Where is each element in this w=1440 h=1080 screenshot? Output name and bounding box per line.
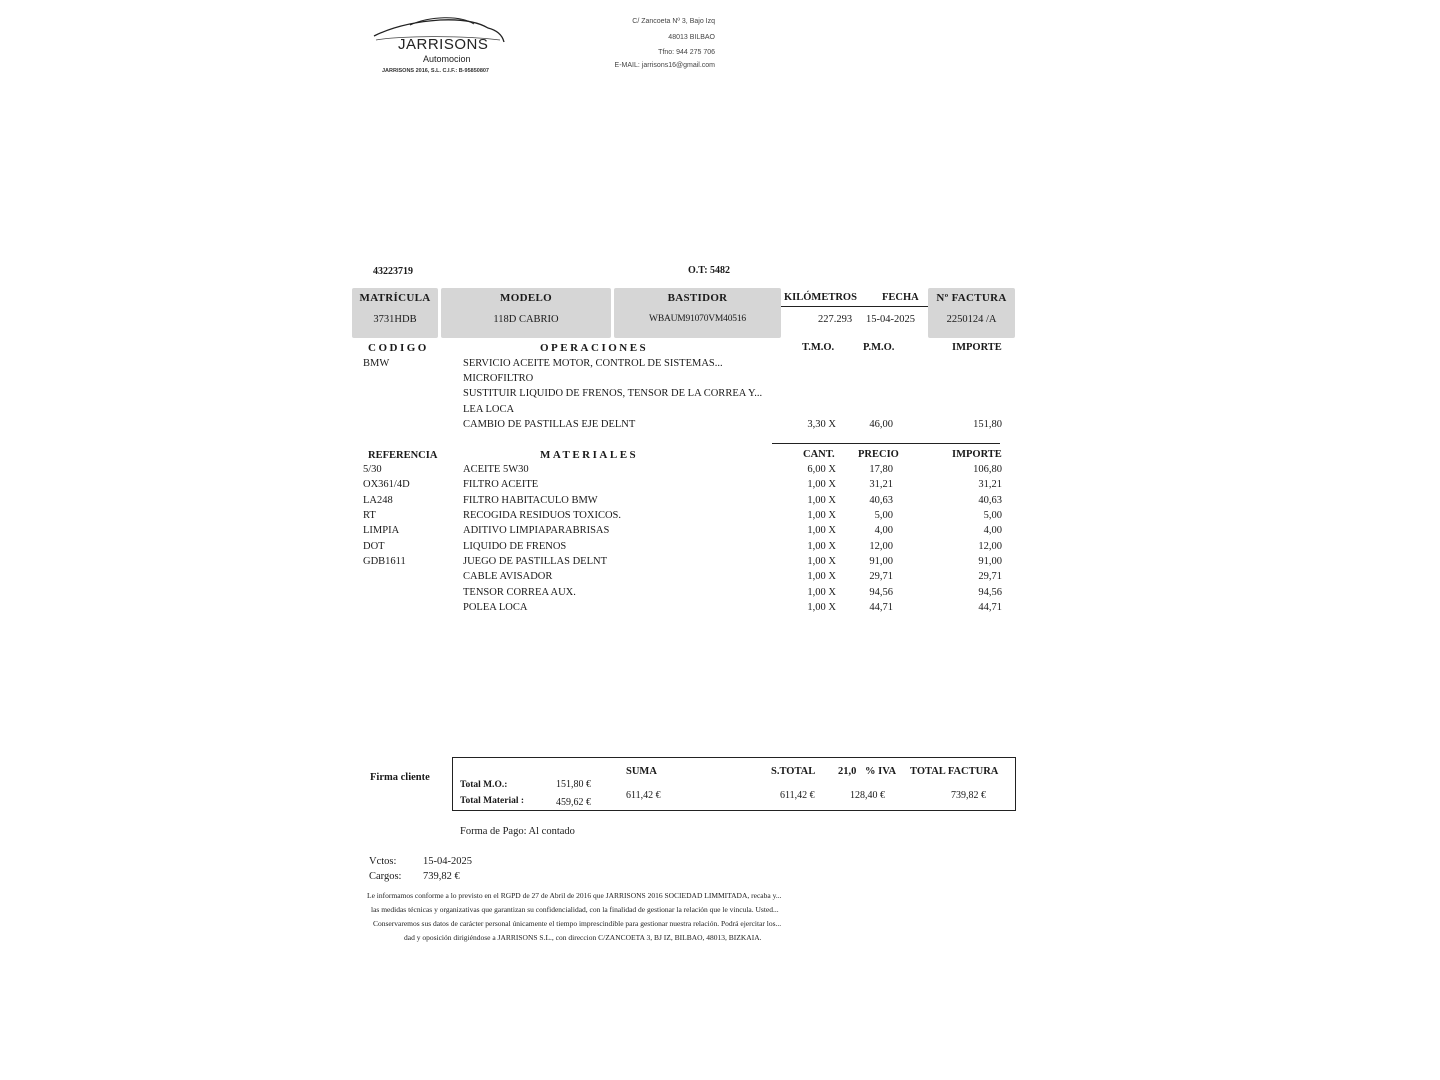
label-referencia: REFERENCIA [368, 450, 438, 461]
material-cant: 1,00 X [807, 525, 836, 537]
label-modelo: MODELO [500, 292, 552, 304]
operation-line: LEA LOCA [463, 404, 515, 415]
material-importe: 29,71 [978, 571, 1002, 583]
label-cant: CANT. [803, 449, 835, 460]
material-precio: 91,00 [869, 556, 893, 568]
material-desc: TENSOR CORREA AUX. [463, 586, 576, 598]
company-name: JARRISONS [398, 36, 489, 53]
label-matricula: MATRÍCULA [359, 292, 431, 304]
label-factura: Nº FACTURA [936, 292, 1007, 304]
company-address-line: C/ Zancoeta Nº 3, Bajo Izq [632, 18, 715, 25]
label-precio: PRECIO [858, 449, 899, 460]
material-cant: 1,00 X [807, 510, 836, 522]
material-desc: JUEGO DE PASTILLAS DELNT [463, 556, 607, 568]
firma-cliente-label: Firma cliente [370, 772, 430, 783]
total-factura-value: 739,82 € [951, 790, 986, 801]
cargos-label: Cargos: [369, 871, 402, 882]
material-cant: 1,00 X [807, 586, 836, 598]
material-importe: 40,63 [978, 494, 1002, 506]
material-ref: 5/30 [363, 464, 382, 475]
total-mo-value: 151,80 € [556, 779, 591, 790]
material-precio: 94,56 [869, 586, 893, 598]
value-factura: 2250124 /A [946, 314, 997, 325]
material-ref: OX361/4D [363, 479, 410, 491]
operation-line: SERVICIO ACEITE MOTOR, CONTROL DE SISTEMAS... [463, 358, 723, 369]
value-modelo: 118D CABRIO [493, 314, 559, 325]
label-pmo: P.M.O. [863, 342, 895, 353]
material-importe: 12,00 [978, 540, 1002, 552]
value-bastidor: WBAUM91070VM40516 [649, 314, 746, 324]
iva-label: % IVA [865, 766, 897, 777]
material-precio: 31,21 [869, 479, 893, 491]
legal-text-line: Le informamos conforme a lo previsto en el RGPD de 27 de Abril de 2016 que JARRISONS 2016 SOCIEDAD LIMMITADA, recaba y... [367, 891, 782, 900]
material-precio: 40,63 [869, 494, 893, 506]
label-bastidor: BASTIDOR [667, 292, 728, 304]
vctos-value: 15-04-2025 [423, 856, 472, 867]
material-precio: 44,71 [869, 602, 893, 614]
totals-box [452, 757, 1016, 811]
legal-text-line: Conservaremos sus datos de carácter personal únicamente el tiempo imprescindible para gestionar nuestra relación. Podrá ejercitar los... [373, 919, 782, 928]
material-ref: GDB1611 [363, 556, 406, 568]
material-desc: FILTRO ACEITE [463, 479, 539, 491]
material-precio: 5,00 [874, 510, 893, 522]
material-importe: 44,71 [978, 602, 1002, 614]
total-mo-label: Total M.O.: [460, 780, 508, 790]
material-ref: LA248 [363, 494, 393, 506]
operation-code: BMW [363, 358, 390, 369]
material-importe: 106,80 [973, 464, 1002, 475]
company-subtitle: Automocion [423, 54, 471, 64]
operations-title: OPERACIONES [540, 342, 649, 354]
material-importe: 94,56 [978, 586, 1002, 598]
material-ref: RT [363, 510, 376, 522]
material-importe: 5,00 [983, 510, 1002, 522]
company-legal: JARRISONS 2016, S.L. C.I.F.: B-95850807 [382, 68, 489, 74]
label-fecha: FECHA [882, 292, 919, 303]
material-desc: LIQUIDO DE FRENOS [463, 540, 567, 552]
value-matricula: 3731HDB [373, 314, 417, 325]
material-desc: CABLE AVISADOR [463, 571, 553, 583]
company-address-line: Tfno: 944 275 706 [658, 49, 715, 56]
suma-value: 611,42 € [626, 790, 661, 801]
work-order-number: O.T: 5482 [688, 265, 731, 276]
materials-title: MATERIALES [540, 449, 639, 461]
stotal-value: 611,42 € [780, 790, 815, 801]
total-material-label: Total Material : [460, 796, 525, 806]
material-cant: 6,00 X [807, 464, 836, 475]
operation-line: MICROFILTRO [463, 373, 534, 384]
material-importe: 4,00 [983, 525, 1002, 537]
material-desc: FILTRO HABITACULO BMW [463, 494, 598, 506]
label-tmo: T.M.O. [802, 342, 835, 353]
material-cant: 1,00 X [807, 556, 836, 568]
material-precio: 17,80 [869, 464, 893, 475]
payment-method: Forma de Pago: Al contado [460, 826, 575, 837]
header-factura [928, 288, 1015, 338]
material-importe: 91,00 [978, 556, 1002, 568]
material-importe: 31,21 [978, 479, 1002, 491]
header-matricula [352, 288, 438, 338]
label-kilometros: KILÓMETROS [784, 292, 857, 303]
operation-line: SUSTITUIR LIQUIDO DE FRENOS, TENSOR DE LA CORREA Y... [463, 388, 763, 399]
total-material-value: 459,62 € [556, 797, 591, 808]
stotal-label: S.TOTAL [771, 766, 816, 777]
material-desc: POLEA LOCA [463, 602, 528, 614]
material-ref: LIMPIA [363, 525, 400, 537]
material-cant: 1,00 X [807, 602, 836, 614]
material-precio: 12,00 [869, 540, 893, 552]
header-bastidor [614, 288, 781, 338]
value-kilometros: 227.293 [818, 314, 853, 325]
header-modelo [441, 288, 611, 338]
material-desc: ACEITE 5W30 [463, 464, 529, 475]
company-email: E-MAIL: jarrisons16@gmail.com [614, 62, 715, 69]
material-desc: RECOGIDA RESIDUOS TOXICOS. [463, 510, 622, 522]
operation-importe: 151,80 [973, 419, 1002, 430]
legal-text-line: dad y oposición dirigiéndose a JARRISONS S.L., con direccion C/ZANCOETA 3, BJ IZ, BILBAO, 48013, BIZKAIA. [404, 933, 762, 942]
company-logo [370, 12, 510, 78]
material-precio: 4,00 [874, 525, 893, 537]
material-cant: 1,00 X [807, 540, 836, 552]
operations-divider [772, 443, 1000, 444]
label-importe-mat: IMPORTE [952, 449, 1002, 460]
label-importe-ops: IMPORTE [952, 342, 1002, 353]
material-cant: 1,00 X [807, 494, 836, 506]
material-ref: DOT [363, 540, 385, 552]
label-codigo: CODIGO [368, 342, 429, 354]
value-fecha: 15-04-2025 [866, 314, 915, 325]
material-cant: 1,00 X [807, 571, 836, 583]
company-address-line: 48013 BILBAO [668, 34, 715, 41]
material-precio: 29,71 [869, 571, 893, 583]
client-id: 43223719 [373, 266, 413, 277]
total-factura-label: TOTAL FACTURA [910, 766, 999, 777]
operation-tmo: 3,30 X [807, 419, 836, 430]
cargos-value: 739,82 € [423, 871, 460, 882]
iva-rate: 21,0 [838, 766, 857, 777]
operation-line: CAMBIO DE PASTILLAS EJE DELNT [463, 419, 636, 430]
material-cant: 1,00 X [807, 479, 836, 491]
legal-text-line: las medidas técnicas y organizativas que garantizan su confidencialidad, con la finalidad de gestionar la relación que le vincula. Usted... [371, 905, 779, 914]
operation-pmo: 46,00 [869, 419, 893, 430]
material-desc: ADITIVO LIMPIAPARABRISAS [463, 525, 610, 537]
vctos-label: Vctos: [369, 856, 397, 867]
iva-value: 128,40 € [850, 790, 885, 801]
suma-label: SUMA [626, 766, 657, 777]
